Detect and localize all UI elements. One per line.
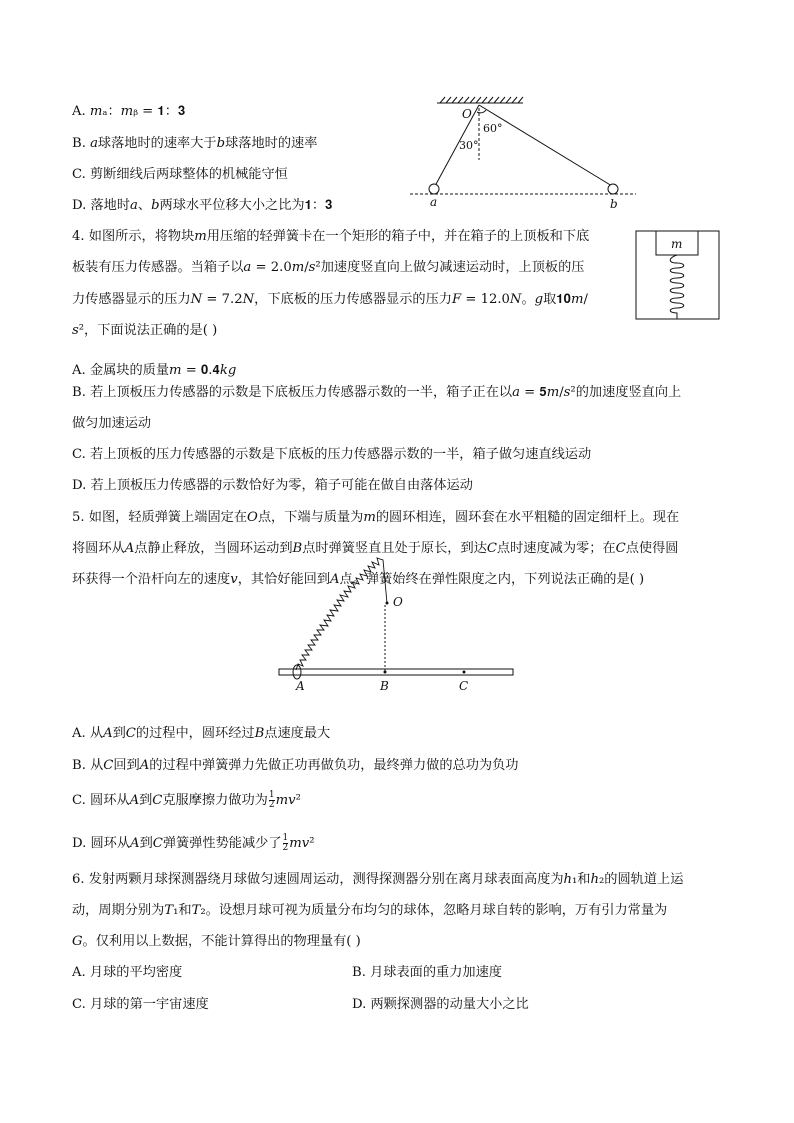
label-60: 60° <box>483 122 503 135</box>
label-b: B <box>380 679 389 693</box>
point-c <box>463 671 466 674</box>
mv2-term: 𝑚𝑣² <box>289 836 315 851</box>
q5-option-d <box>72 834 315 853</box>
q4-stem-line-3: 力传感器显示的压力𝑁 = 7.2𝑁，下底板的压力传感器显示的压力𝐹 = 12.0𝑁。𝑔取𝟏𝟎𝑚/ <box>72 292 588 307</box>
q5-option-d-text: D. 圆环从𝐴到𝐶弹簧弹性势能减少了 <box>72 836 282 851</box>
q4-option-c: C. 若上顶板的压力传感器的示数是下底板的压力传感器示数的一半，箱子做匀速直线运动 <box>72 447 592 462</box>
q5-option-a: A. 从𝐴到𝐶的过程中，圆环经过𝐵点速度最大 <box>72 726 331 741</box>
point-b <box>384 671 387 674</box>
label-30: 30° <box>459 139 479 152</box>
q3-option-d: D. 落地时𝑎、𝑏两球水平位移大小之比为𝟏：𝟑 <box>72 198 333 213</box>
q4-option-d: D. 若上顶板压力传感器的示数恰好为零，箱子可能在做自由落体运动 <box>72 478 473 493</box>
q6-option-a: A. 月球的平均密度 <box>72 965 183 980</box>
half-fraction: $\frac{1}{2}$ <box>282 833 289 853</box>
q6-option-b: B. 月球表面的重力加速度 <box>352 965 502 980</box>
q3-option-a: A. 𝑚ₐ：𝑚ᵦ = 𝟏：𝟑 <box>72 104 186 119</box>
half-fraction: $\frac{1}{2}$ <box>268 790 275 810</box>
label-o: O <box>393 595 403 609</box>
q5-stem-line-3: 环获得一个沿杆向左的速度𝑣，其恰好能回到𝐴点。弹簧始终在弹性限度之内，下列说法正确的是( ) <box>72 572 645 587</box>
q4-stem-line-4: 𝑠²，下面说法正确的是( ) <box>72 323 218 338</box>
q6-option-c: C. 月球的第一宇宙速度 <box>72 997 209 1012</box>
q6-stem-line-3: 𝐺。仅利用以上数据，不能计算得出的物理量有( ) <box>72 934 361 949</box>
label-o: O <box>462 107 472 121</box>
q5-option-c-text: C. 圆环从𝐴到𝐶克服摩擦力做功为 <box>72 793 268 808</box>
label-a: a <box>430 195 438 209</box>
mv2-term: 𝑚𝑣² <box>275 793 301 808</box>
q4-option-a: A. 金属块的质量𝑚 = 𝟎.𝟒𝑘𝑔 <box>72 363 237 378</box>
q4-option-b-line-2: 做匀加速运动 <box>72 416 152 431</box>
q5-stem-line-1: 5. 如图，轻质弹簧上端固定在𝑂点，下端与质量为𝑚的圆环相连，圆环套在水平粗糙的固定细杆上。现在 <box>72 510 680 525</box>
q6-option-d: D. 两颗探测器的动量大小之比 <box>352 997 529 1012</box>
q6-stem-line-1: 6. 发射两颗月球探测器绕月球做匀速圆周运动，测得探测器分别在离月球表面高度为ℎ₁和ℎ₂的圆轨道上运 <box>72 872 684 887</box>
horizontal-rod <box>279 669 513 675</box>
label-b: b <box>610 197 618 211</box>
label-a: A <box>296 679 305 693</box>
q4-stem-line-1: 4. 如图所示，将物块𝑚用压缩的轻弹簧卡在一个矩形的箱子中，并在箱子的上顶板和下底 <box>72 229 590 244</box>
q5-stem-line-2: 将圆环从𝐴点静止释放，当圆环运动到𝐵点时弹簧竖直且处于原长，到达𝐶点时速度减为零；在𝐶点使得圆 <box>72 541 679 556</box>
block-label: m <box>671 237 683 251</box>
label-c: C <box>459 679 469 693</box>
q5-option-c <box>72 791 301 810</box>
q5-option-b: B. 从𝐶回到𝐴的过程中弹簧弹力先做正功再做负功，最终弹力做的总功为负功 <box>72 758 519 773</box>
q3-option-c: C. 剪断细线后两球整体的机械能守恒 <box>72 167 288 182</box>
q3-option-b: B. 𝑎球落地时的速率大于𝑏球落地时的速率 <box>72 136 318 151</box>
q4-stem-line-2: 板装有压力传感器。当箱子以𝑎 = 2.0𝑚/𝑠²加速度竖直向上做匀减速运动时，上顶板的压 <box>72 260 585 275</box>
q4-option-b-line-1: B. 若上顶板压力传感器的示数是下底板压力传感器示数的一半，箱子正在以𝑎 = 𝟓𝑚/𝑠²的加速度竖直向上 <box>72 385 682 400</box>
spring-zigzag <box>296 558 387 670</box>
q6-stem-line-2: 动，周期分别为𝑇₁和𝑇₂。设想月球可视为质量分布均匀的球体，忽略月球自转的影响，万有引力常量为 <box>72 903 668 918</box>
